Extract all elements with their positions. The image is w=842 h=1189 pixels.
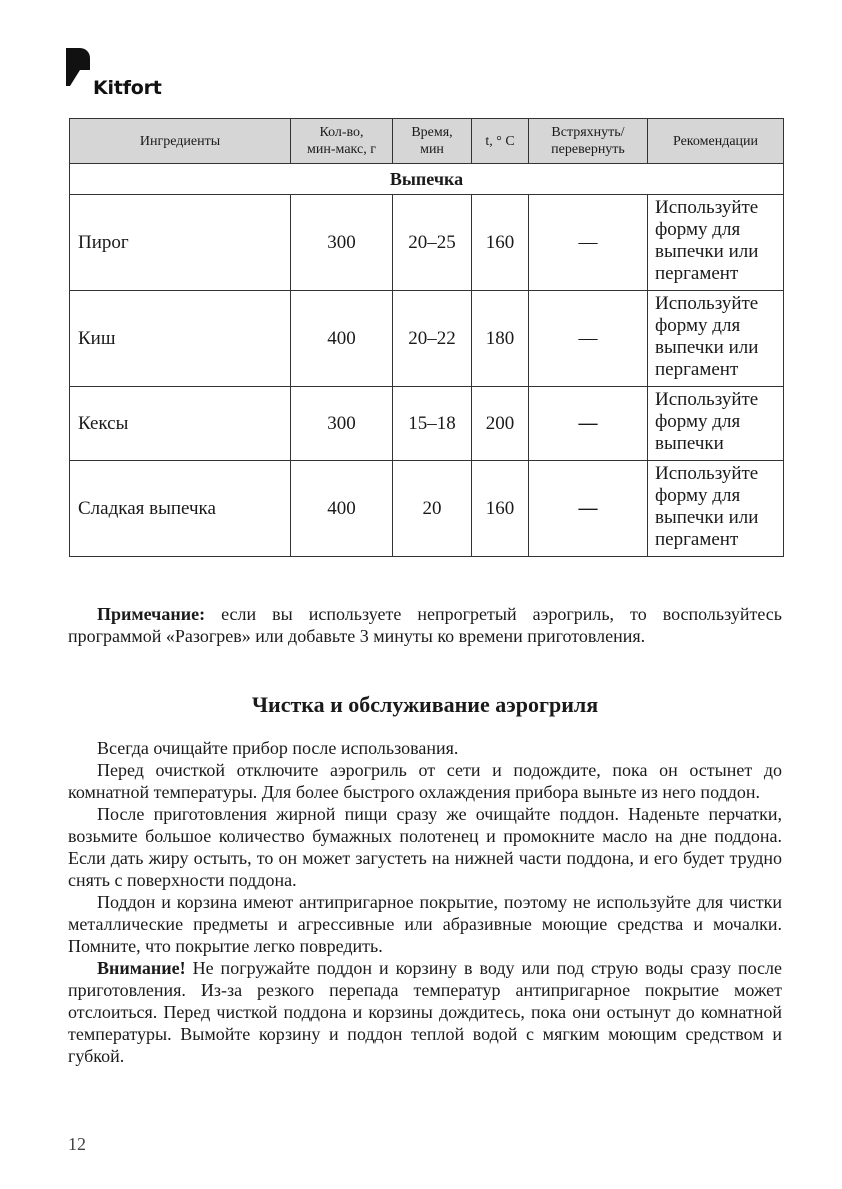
header-temperature: t, ° C (472, 119, 529, 164)
header-quantity: Кол-во, мин-макс, г (291, 119, 393, 164)
shake-cell: — (529, 291, 648, 387)
temperature-cell: 160 (472, 195, 529, 291)
cooking-table (69, 118, 784, 557)
table-row (70, 195, 784, 291)
recommendation-cell: Используйте форму для выпечки или пергамент (648, 195, 784, 291)
temperature-cell: 180 (472, 291, 529, 387)
quantity-cell: 300 (291, 195, 393, 291)
ingredient-name: Кексы (70, 387, 291, 461)
temperature-cell: 200 (472, 387, 529, 461)
shake-cell: — (529, 195, 648, 291)
shake-cell: — (529, 461, 648, 557)
header-recommendations: Рекомендации (648, 119, 784, 164)
time-cell: 20 (393, 461, 472, 557)
page-number: 12 (68, 1134, 86, 1154)
warning-paragraph (68, 957, 782, 1067)
quantity-cell: 400 (291, 291, 393, 387)
temperature-cell: 160 (472, 461, 529, 557)
cleaning-instructions (68, 737, 782, 1067)
table-row (70, 461, 784, 557)
table-row (70, 291, 784, 387)
brand-name: Kitfort (93, 77, 162, 99)
ingredient-name: Пирог (70, 195, 291, 291)
kitfort-logo (66, 48, 176, 98)
header-shake: Встряхнуть/ перевернуть (529, 119, 648, 164)
ingredient-name: Киш (70, 291, 291, 387)
section-heading: Чистка и обслуживание аэрогриля (251, 692, 599, 717)
time-cell: 20–25 (393, 195, 472, 291)
header-time: Время, мин (393, 119, 472, 164)
quantity-cell: 400 (291, 461, 393, 557)
recommendation-cell: Используйте форму для выпечки или пергамент (648, 291, 784, 387)
kitfort-logo-mark-icon (66, 48, 90, 86)
section-row (70, 164, 784, 195)
section-title: Выпечка (70, 164, 784, 195)
table-row (70, 387, 784, 461)
table-header-row (70, 119, 784, 164)
note-label: Примечание: (97, 604, 206, 624)
paragraph: Перед очисткой отключите аэрогриль от сети и подождите, пока он остынет до комнатной температуры. Для более быстрого охлаждения прибора выньте из него поддон. (68, 760, 782, 802)
recommendation-cell: Используйте форму для выпечки или пергамент (648, 461, 784, 557)
header-ingredients: Ингредиенты (70, 119, 291, 164)
warning-label: Внимание! (97, 958, 186, 978)
time-cell: 15–18 (393, 387, 472, 461)
note-paragraph (68, 603, 782, 647)
paragraph: Всегда очищайте прибор после использования. (97, 738, 459, 758)
quantity-cell: 300 (291, 387, 393, 461)
time-cell: 20–22 (393, 291, 472, 387)
recommendation-cell: Используйте форму для выпечки (648, 387, 784, 461)
shake-cell: — (529, 387, 648, 461)
ingredient-name: Сладкая выпечка (70, 461, 291, 557)
paragraph: После приготовления жирной пищи сразу же очищайте поддон. Наденьте перчатки, возьмите большое количество бумажных полотенец и промокните масло на дне поддона. Если дать жиру остыть, то он может загустеть на нижней части поддона, и его будет трудно снять с поверхности поддона. (68, 804, 782, 890)
note-text: если вы используете непрогретый аэрогриль, то воспользуйтесь программой «Разогрев» или добавьте 3 минуты ко времени приготовления. (68, 604, 782, 646)
warning-text: Не погружайте поддон и корзину в воду или под струю воды сразу после приготовления. Из-за резкого перепада температур антипригарное покрытие может отслоиться. Перед чисткой поддона и корзины дождитесь, пока они остынут до комнатной температуры. Вымойте корзину и поддон теплой водой с мягким моющим средством и губкой. (68, 958, 782, 1066)
paragraph: Поддон и корзина имеют антипригарное покрытие, поэтому не используйте для чистки металлические предметы и агрессивные или абразивные моющие средства и мочалки. Помните, что покрытие легко повредить. (68, 892, 782, 956)
